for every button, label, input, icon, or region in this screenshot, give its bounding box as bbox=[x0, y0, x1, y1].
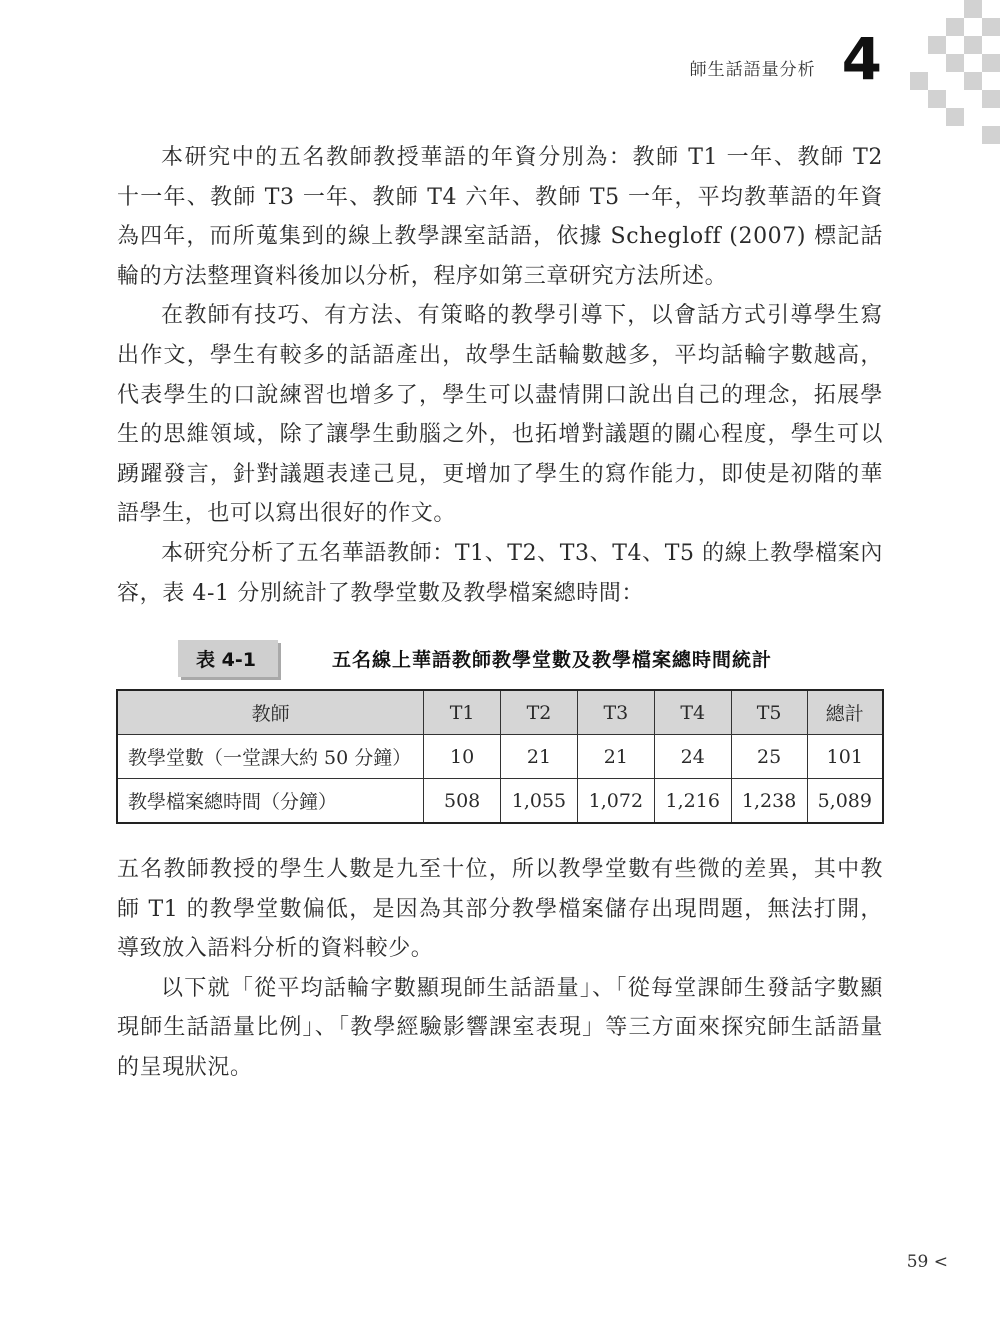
table-cell: 21 bbox=[501, 735, 578, 779]
body-text-after-table bbox=[117, 850, 883, 1088]
checker-square bbox=[982, 126, 1000, 144]
checker-square bbox=[964, 0, 982, 18]
table-cell: 10 bbox=[424, 735, 501, 779]
checker-square bbox=[982, 18, 1000, 36]
checker-square bbox=[946, 54, 964, 72]
checker-square bbox=[982, 90, 1000, 108]
table-cell: 25 bbox=[731, 735, 807, 779]
table-title: 五名線上華語教師教學堂數及教學檔案總時間統計 bbox=[331, 649, 772, 671]
table-cell: 101 bbox=[807, 735, 883, 779]
table-cell: 1,072 bbox=[577, 779, 654, 824]
paragraph: 本研究分析了五名華語教師：T1、T2、T3、T4、T5 的線上教學檔案內容，表 4-1 分別統計了教學堂數及教學檔案總時間： bbox=[117, 540, 883, 606]
table-label: 表 4-1 bbox=[178, 640, 278, 677]
column-header: T4 bbox=[654, 690, 731, 735]
table-cell: 1,216 bbox=[654, 779, 731, 824]
paragraph: 五名教師教授的學生人數是九至十位，所以教學堂數有些微的差異，其中教師 T1 的教學堂數偏低，是因為其部分教學檔案儲存出現問題，無法打開，導致放入語料分析的資料較少。 bbox=[117, 857, 883, 962]
column-header: T1 bbox=[424, 690, 501, 735]
page-number: 59 < bbox=[906, 1252, 948, 1272]
checker-square bbox=[964, 36, 982, 54]
row-header: 教學檔案總時間（分鐘） bbox=[117, 779, 424, 824]
checker-square bbox=[928, 90, 946, 108]
table-row bbox=[117, 779, 883, 824]
chapter-title: 師生話語量分析 bbox=[689, 60, 816, 80]
checker-square bbox=[910, 72, 928, 90]
decorative-checker-pattern bbox=[910, 0, 1000, 160]
paragraph: 在教師有技巧、有方法、有策略的教學引導下，以會話方式引導學生寫出作文，學生有較多的話語產出，故學生話輪數越多，平均話輪字數越高，代表學生的口說練習也增多了，學生可以盡情開口說出自己的理念，拓展學生的思維領域，除了讓學生動腦之外，也拓增對議題的關心程度，學生可以踴躍發言，針對議題表達己見，更增加了學生的寫作能力，即使是初階的華語學生，也可以寫出很好的作文。 bbox=[117, 303, 883, 527]
table-row bbox=[117, 735, 883, 779]
checker-square bbox=[928, 36, 946, 54]
running-header bbox=[689, 25, 882, 93]
table-cell: 1,055 bbox=[501, 779, 578, 824]
paragraph: 以下就「從平均話輪字數顯現師生話語量」、「從每堂課師生發話字數顯現師生話語量比例」、「教學經驗影響課室表現」等三方面來探究師生話語量的呈現狀況。 bbox=[117, 975, 883, 1080]
checker-square bbox=[946, 18, 964, 36]
column-header: 總計 bbox=[807, 690, 883, 735]
table-cell: 1,238 bbox=[731, 779, 807, 824]
column-header: T5 bbox=[731, 690, 807, 735]
checker-square bbox=[964, 72, 982, 90]
table-cell: 24 bbox=[654, 735, 731, 779]
column-header: 教師 bbox=[117, 690, 424, 735]
table-header-row bbox=[117, 690, 883, 735]
checker-square bbox=[946, 108, 964, 126]
checker-square bbox=[982, 54, 1000, 72]
table-cell: 21 bbox=[577, 735, 654, 779]
statistics-table bbox=[116, 689, 884, 824]
table-cell: 5,089 bbox=[807, 779, 883, 824]
table-cell: 508 bbox=[424, 779, 501, 824]
body-text bbox=[117, 138, 883, 613]
row-header: 教學堂數（一堂課大約 50 分鐘） bbox=[117, 735, 424, 779]
column-header: T3 bbox=[577, 690, 654, 735]
column-header: T2 bbox=[501, 690, 578, 735]
table-caption bbox=[178, 640, 772, 677]
paragraph: 本研究中的五名教師教授華語的年資分別為：教師 T1 一年、教師 T2 十一年、教師 T3 一年、教師 T4 六年、教師 T5 一年，平均教華語的年資為四年，而所蒐集到的線上教學課室話語，依據 Schegloff (2007) 標記話輪的方法整理資料後加以分析，程序如第三章研究方法所述。 bbox=[117, 145, 883, 289]
chapter-number: 4 bbox=[841, 25, 882, 93]
